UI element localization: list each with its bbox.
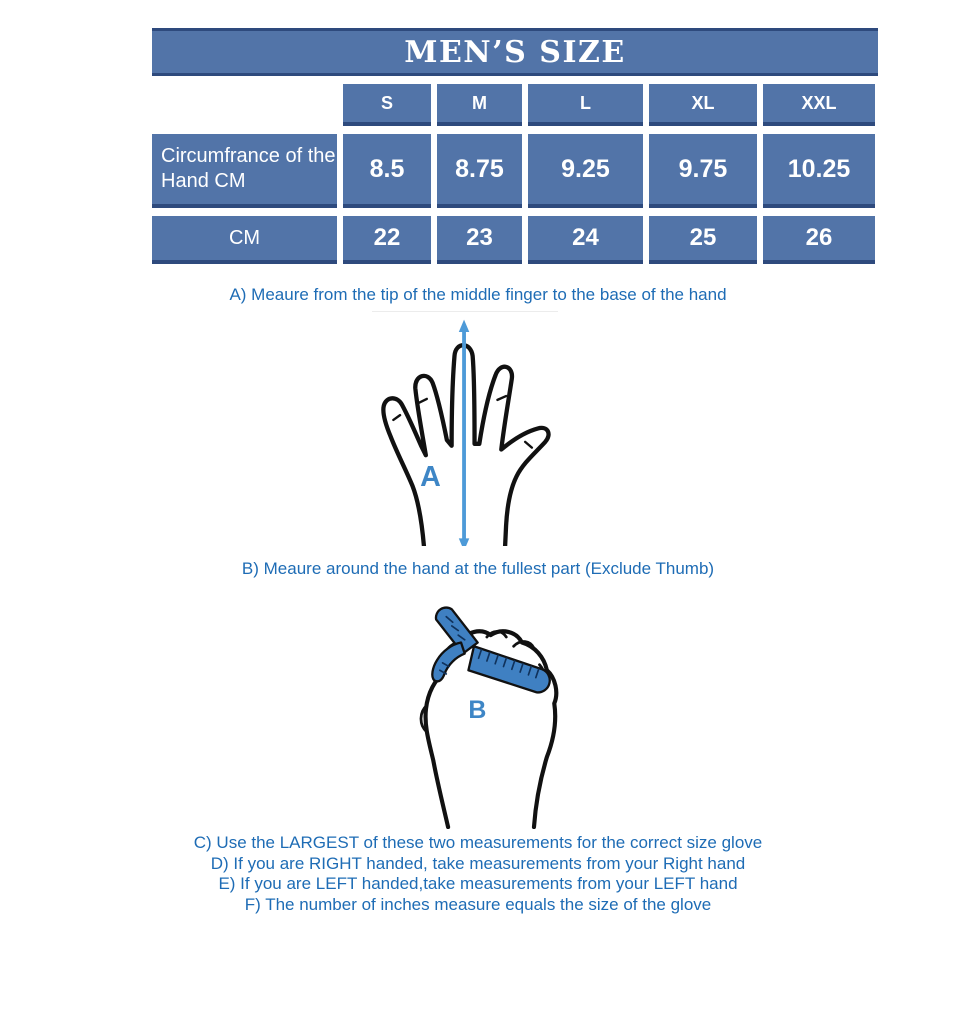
- open-hand-measure-illustration: [372, 311, 558, 546]
- size-header-s: S: [343, 84, 431, 126]
- table-title: MEN’S SIZE: [152, 28, 878, 76]
- row-label-cm: CM: [152, 216, 337, 264]
- circumference-value-m: 8.75: [437, 134, 522, 208]
- instruction-b-text: B) Meaure around the hand at the fullest part (Exclude Thumb): [241, 559, 715, 578]
- diagram-b-letter: B: [468, 696, 487, 725]
- row-label-circumference: Circumfrance of the Hand CM: [152, 134, 337, 208]
- circumference-value-xxl: 10.25: [763, 134, 875, 208]
- fist-measure-illustration: [396, 589, 563, 829]
- cm-value-m: 23: [437, 216, 522, 264]
- mens-size-table: [152, 28, 878, 264]
- size-header-xl: XL: [649, 84, 757, 126]
- fist-icon: [396, 589, 563, 829]
- size-header-xxl: XXL: [763, 84, 875, 126]
- cm-value-xl: 25: [649, 216, 757, 264]
- note-d: D) If you are RIGHT handed, take measurements from your Right hand: [210, 853, 746, 873]
- size-grid: [152, 84, 878, 264]
- circumference-value-l: 9.25: [528, 134, 643, 208]
- header-spacer-cell: [152, 84, 337, 126]
- cm-value-xxl: 26: [763, 216, 875, 264]
- circumference-value-s: 8.5: [343, 134, 431, 208]
- sizing-notes: [0, 833, 956, 915]
- open-hand-icon: [372, 312, 558, 546]
- cm-value-s: 22: [343, 216, 431, 264]
- instruction-a-text: A) Meaure from the tip of the middle finger to the base of the hand: [229, 285, 727, 304]
- cm-value-l: 24: [528, 216, 643, 264]
- diagram-a-letter: A: [420, 460, 441, 493]
- size-header-m: M: [437, 84, 522, 126]
- circumference-value-xl: 9.75: [649, 134, 757, 208]
- note-f: F) The number of inches measure equals the size of the glove: [244, 894, 712, 914]
- note-c: C) Use the LARGEST of these two measurements for the correct size glove: [193, 833, 763, 852]
- size-header-l: L: [528, 84, 643, 126]
- note-e: E) If you are LEFT handed,take measurements from your LEFT hand: [218, 874, 738, 893]
